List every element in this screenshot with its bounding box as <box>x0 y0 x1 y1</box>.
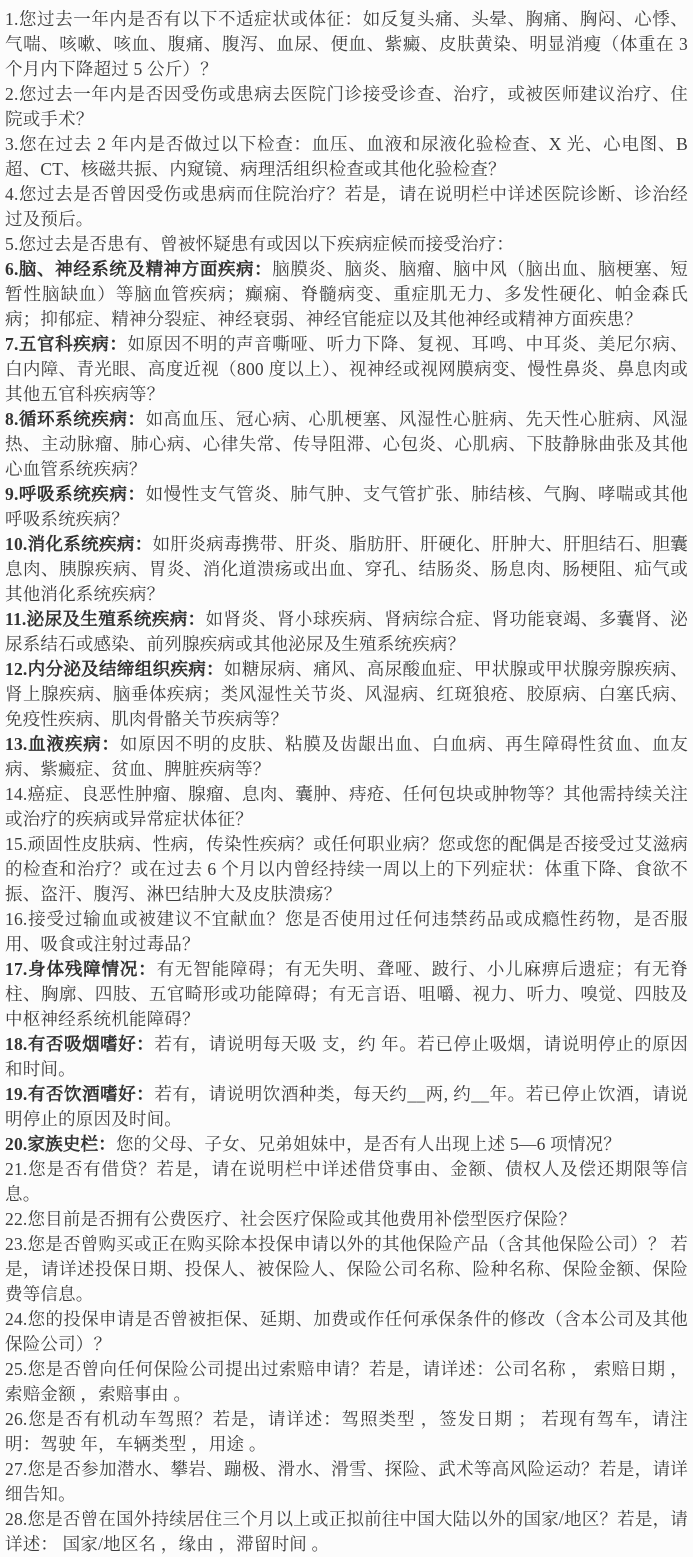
question-category-lead: 13.血液疾病： <box>5 734 120 754</box>
question-text: 15.顽固性皮肤病、性病，传染性疾病？或任何职业病？您或您的配偶是否接受过艾滋病的检查和治疗？或在过去 6 个月以内曾经持续一周以上的下列症状：体重下降、食欲不振、盗汗、腹泻、淋巴结肿大及皮肤溃疡？ <box>5 834 688 904</box>
question-text: 如原因不明的皮肤、粘膜及齿龈出血、白血病、再生障碍性贫血、血友病、紫癜症、贫血、脾脏疾病等？ <box>5 734 688 779</box>
question-item-22 <box>5 1207 688 1232</box>
question-text: 若有，请说明每天吸 支，约 年。若已停止吸烟，请说明停止的原因和时间。 <box>5 1034 688 1079</box>
question-item-28 <box>5 1507 688 1557</box>
question-item-1 <box>5 7 688 82</box>
question-item-16 <box>5 907 688 957</box>
question-text: 如肾炎、肾小球疾病、肾病综合症、肾功能衰竭、多囊肾、泌尿系结石或感染、前列腺疾病或其他泌尿及生殖系统疾病？ <box>5 609 688 654</box>
question-list <box>5 7 688 1557</box>
question-item-27 <box>5 1457 688 1507</box>
question-text: 5.您过去是否患有、曾被怀疑患有或因以下疾病症候而接受治疗： <box>5 234 515 254</box>
question-text: 如原因不明的声音嘶哑、听力下降、复视、耳鸣、中耳炎、美尼尔病、白内障、青光眼、高度近视（800 度以上）、视神经或视网膜病变、慢性鼻炎、鼻息肉或其他五官科疾病等？ <box>5 334 688 404</box>
question-text: 3.您在过去 2 年内是否做过以下检查：血压、血液和尿液化验检查、X 光、心电图、B 超、CT、核磁共振、内窥镜、病理活组织检查或其他化验检查？ <box>5 134 688 179</box>
question-item-5 <box>5 232 688 257</box>
question-text: 有无智能障碍；有无失明、聋哑、跛行、小儿麻痹后遗症；有无脊柱、胸廓、四肢、五官畸形或功能障碍；有无言语、咀嚼、视力、听力、嗅觉、四肢及中枢神经系统机能障碍？ <box>5 959 688 1029</box>
question-category-lead: 18.有否吸烟嗜好： <box>5 1034 155 1054</box>
question-text: 28.您是否曾在国外持续居住三个月以上或正拟前往中国大陆以外的国家/地区？若是，请详述： 国家/地区名 ，缘由 ，滞留时间 。 <box>5 1509 688 1554</box>
question-text: 22.您目前是否拥有公费医疗、社会医疗保险或其他费用补偿型医疗保险？ <box>5 1209 577 1229</box>
question-item-21 <box>5 1157 688 1207</box>
question-item-14 <box>5 782 688 832</box>
question-item-17 <box>5 957 688 1032</box>
question-text: 21.您是否有借贷？若是，请在说明栏中详述借贷事由、金额、债权人及偿还期限等信息。 <box>5 1159 688 1204</box>
question-text: 4.您过去是否曾因受伤或患病而住院治疗？若是，请在说明栏中详述医院诊断、诊治经过及预后。 <box>5 184 688 229</box>
question-text: 若有，请说明饮酒种类，每天约__两, 约__年。若已停止饮酒，请说明停止的原因及时间。 <box>5 1084 688 1129</box>
question-text: 如糖尿病、痛风、高尿酸血症、甲状腺或甲状腺旁腺疾病、肾上腺疾病、脑垂体疾病；类风湿性关节炎、风湿病、红斑狼疮、胶原病、白塞氏病、免疫性疾病、肌肉骨骼关节疾病等？ <box>5 659 688 729</box>
question-item-3 <box>5 132 688 182</box>
question-category-lead: 12.内分泌及结缔组织疾病： <box>5 659 224 679</box>
question-item-12 <box>5 657 688 732</box>
question-item-6 <box>5 257 688 332</box>
question-item-8 <box>5 407 688 482</box>
question-category-lead: 20.家族史栏： <box>5 1134 116 1154</box>
question-text: 1.您过去一年内是否有以下不适症状或体征：如反复头痛、头晕、胸痛、胸闷、心悸、气喘、咳嗽、咳血、腹痛、腹泻、血尿、便血、紫癜、皮肤黄染、明显消瘦（体重在 3 个月内下降超过 5 公斤）？ <box>5 9 688 79</box>
question-text: 如肝炎病毒携带、肝炎、脂肪肝、肝硬化、肝肿大、肝胆结石、胆囊息肉、胰腺疾病、胃炎、消化道溃疡或出血、穿孔、结肠炎、肠息肉、肠梗阻、疝气或其他消化系统疾病？ <box>5 534 689 604</box>
question-item-19 <box>5 1082 688 1132</box>
question-text: 您的父母、子女、兄弟姐妹中，是否有人出现上述 5—6 项情况？ <box>115 1134 621 1154</box>
question-item-11 <box>5 607 688 657</box>
question-text: 26.您是否有机动车驾照？若是，请详述：驾照类型 ，签发日期 ； 若现有驾车，请注明：驾驶 年，车辆类型 ，用途 。 <box>5 1409 688 1454</box>
question-category-lead: 19.有否饮酒嗜好： <box>5 1084 155 1104</box>
question-category-lead: 9.呼吸系统疾病： <box>5 484 146 504</box>
question-text: 23.您是否曾购买或正在购买除本投保申请以外的其他保险产品（含其他保险公司）？ 若是，请详述投保日期、投保人、被保险人、保险公司名称、险种名称、保险金额、保险费等信息。 <box>5 1234 688 1304</box>
question-item-10 <box>5 532 688 607</box>
question-text: 脑膜炎、脑炎、脑瘤、脑中风（脑出血、脑梗塞、短暂性脑缺血）等脑血管疾病；癫痫、脊髓病变、重症肌无力、多发性硬化、帕金森氏病；抑郁症、精神分裂症、神经衰弱、神经官能症以及其他神经或精神方面疾患？ <box>5 259 688 329</box>
question-category-lead: 8.循环系统疾病： <box>5 409 146 429</box>
question-item-23 <box>5 1232 688 1307</box>
question-category-lead: 10.消化系统疾病： <box>5 534 153 554</box>
question-item-24 <box>5 1307 688 1357</box>
question-text: 27.您是否参加潜水、攀岩、蹦极、滑水、滑雪、探险、武术等高风险运动？若是，请详细告知。 <box>5 1459 688 1504</box>
question-item-9 <box>5 482 688 532</box>
question-text: 如慢性支气管炎、肺气肿、支气管扩张、肺结核、气胸、哮喘或其他呼吸系统疾病？ <box>5 484 688 529</box>
question-item-4 <box>5 182 688 232</box>
question-item-15 <box>5 832 688 907</box>
question-item-13 <box>5 732 688 782</box>
question-item-2 <box>5 82 688 132</box>
question-item-26 <box>5 1407 688 1457</box>
question-text: 如高血压、冠心病、心肌梗塞、风湿性心脏病、先天性心脏病、风湿热、主动脉瘤、肺心病、心律失常、传导阻滞、心包炎、心肌病、下肢静脉曲张及其他心血管系统疾病？ <box>5 409 688 479</box>
question-item-18 <box>5 1032 688 1082</box>
question-item-20 <box>5 1132 688 1157</box>
question-category-lead: 6.脑、神经系统及精神方面疾病： <box>5 259 273 279</box>
question-text: 24.您的投保申请是否曾被拒保、延期、加费或作任何承保条件的修改（含本公司及其他保险公司）？ <box>5 1309 688 1354</box>
question-text: 2.您过去一年内是否因受伤或患病去医院门诊接受诊查、治疗，或被医师建议治疗、住院或手术？ <box>5 84 688 129</box>
question-category-lead: 11.泌尿及生殖系统疾病： <box>5 609 206 629</box>
question-item-7 <box>5 332 688 407</box>
question-text: 14.癌症、良恶性肿瘤、腺瘤、息肉、囊肿、痔疮、任何包块或肿物等？其他需持续关注或治疗的疾病或异常症状体征？ <box>5 784 688 829</box>
question-text: 16.接受过输血或被建议不宜献血？您是否使用过任何违禁药品或成瘾性药物，是否服用、吸食或注射过毒品？ <box>5 909 688 954</box>
question-category-lead: 17.身体残障情况： <box>5 959 157 979</box>
question-item-25 <box>5 1357 688 1407</box>
question-category-lead: 7.五官科疾病： <box>5 334 128 354</box>
question-text: 25.您是否曾向任何保险公司提出过索赔申请？若是，请详述：公司名称 ， 索赔日期 ，索赔金额 ，索赔事由 。 <box>5 1359 688 1404</box>
